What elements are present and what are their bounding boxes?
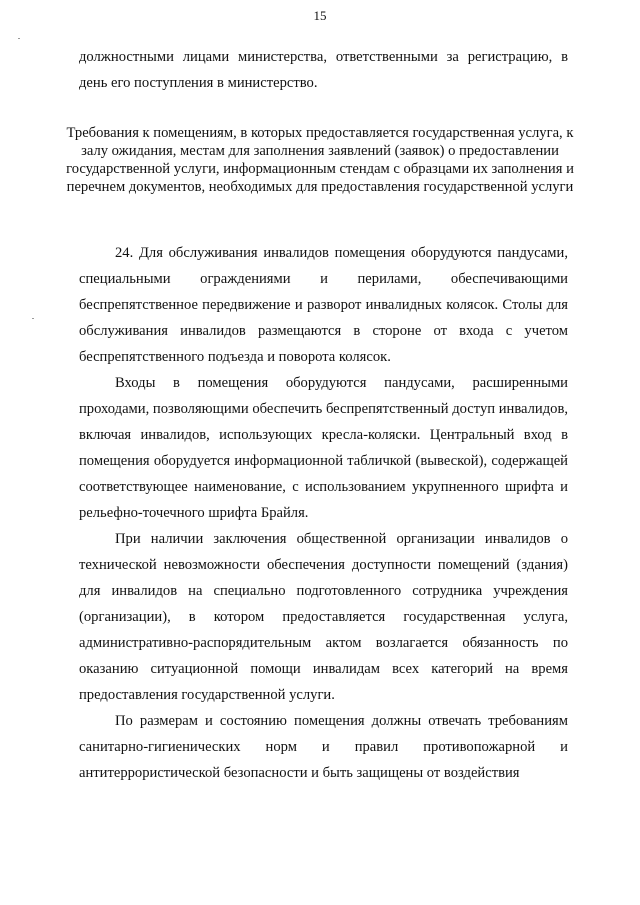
page-number: 15 [313, 8, 327, 23]
paragraph-sanitary-requirements: По размерам и состоянию помещения должны отвечать требованиям санитарно-гигиенических норм и правил противопожарной и антитеррористической безопасности и быть защищены от воздействия [79, 713, 568, 781]
scan-speck [32, 318, 34, 319]
scan-speck [18, 38, 20, 39]
paragraph-entrances: Входы в помещения оборудуются пандусами, расширенными проходами, позволяющими обеспечить беспрепятственный доступ инвалидов, включая инвалидов, использующих кресла-коляски. Центральный вход в помещения оборудуется информационной табличкой (вывеской), содержащей соответствующее наименование, с использованием укрупненного шрифта и рельефно-точечного шрифта Брайля. [79, 375, 568, 521]
section-heading: Требования к помещениям, в которых предоставляется государственная услуга, к залу ожидания, местам для заполнения заявлений (заявок) о предоставлении государственной услуги, информационным стендам с образцами их заполнения и перечнем документов, необходимых для предоставления государственной услуги [66, 125, 574, 195]
continuation-paragraph: должностными лицами министерства, ответственными за регистрацию, в день его поступления в министерство. [79, 49, 568, 91]
paragraph-24: 24. Для обслуживания инвалидов помещения оборудуются пандусами, специальными ограждениями и перилами, обеспечивающими беспрепятственное передвижение и разворот инвалидных колясок. Столы для обслуживания инвалидов размещаются в стороне от входа с учетом беспрепятственного подъезда и поворота колясок. [79, 245, 568, 365]
body-text-block [79, 240, 568, 786]
paragraph-accessibility-assistance: При наличии заключения общественной организации инвалидов о технической невозможности обеспечения доступности помещений (здания) для инвалидов на специально подготовленного сотрудника учреждения (организации), в котором предоставляется государственная услуга, административно-распорядительным актом возлагается обязанность по оказанию ситуационной помощи инвалидам всех категорий на время предоставления государственной услуги. [79, 531, 568, 703]
continuation-text-block [79, 44, 568, 96]
